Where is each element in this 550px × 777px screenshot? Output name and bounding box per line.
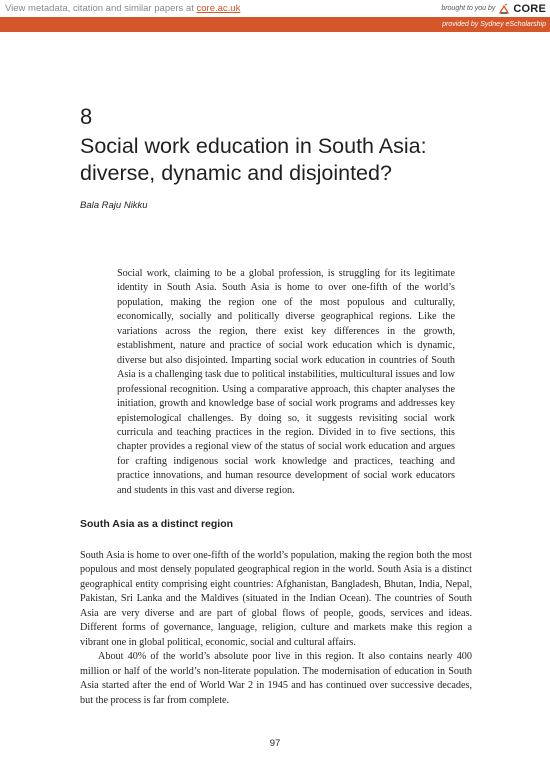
core-logo-icon (498, 3, 510, 15)
core-metadata-link[interactable] (5, 3, 240, 14)
core-banner (0, 0, 550, 32)
core-link-prefix: View metadata, citation and similar papers at (5, 3, 197, 14)
chapter-title-line-2: diverse, dynamic and disjointed? (80, 161, 392, 185)
core-provided-bar (0, 17, 550, 32)
core-provided-by[interactable]: provided by Sydney eScholarship (442, 21, 546, 28)
section-body (80, 549, 472, 708)
chapter-abstract: Social work, claiming to be a global profession, is struggling for its legitimate identity in South Asia. South Asia is home to over one-fifth of the world’s population, making the region one of the most populous and culturally, economically, socially and politically diverse geographical regions. Like the variations across the region, there exist key differences in the growth, establishment, nature and practice of social work education which is dynamic, diverse but also disjointed. Imparting social work education in countries of South Asia is a challenging task due to political instabilities, multicultural issues and low professional recognition. Using a comparative approach, this chapter analyses the initiation, growth and knowledge base of social work programs and addresses key epistemological challenges. By doing so, it suggests revisiting social work curricula and teaching practices in the region. Divided in to five sections, this chapter provides a regional view of the status of social work education and argues for crafting indigenous social work knowledge and practices, teaching and practice innovations, and human resource development of social work educators and students in this vast and diverse region. (117, 268, 455, 496)
section-heading: South Asia as a distinct region (80, 518, 234, 530)
body-paragraph-2: About 40% of the world’s absolute poor live in this region. It also contains nearly 400 million or half of the world’s non-literate population. The modernisation of education in South Asia started after the end of World War 2 in 1945 and has continued over successive decades, but the process is far from complete. (80, 651, 472, 706)
chapter-number: 8 (80, 104, 93, 129)
chapter-author: Bala Raju Nikku (80, 200, 148, 211)
core-banner-top (0, 0, 550, 17)
core-brought-by: brought to you by (441, 5, 496, 12)
core-logo-text: CORE (513, 2, 546, 15)
page-number: 97 (269, 738, 281, 749)
body-paragraph-1: South Asia is home to over one-fifth of the world’s population, making the region both the most populous and most densely populated geographical region in the world. South Asia is a distinct geographical entity comprising eight countries: Afghanistan, Bangladesh, Bhutan, India, Nepal, Pakistan, Sri Lanka and the Maldives (situated in the Indian Ocean). The countries of South Asia are very diverse and are part of global flows of people, goods, services and ideas. Different forms of governance, language, religion, culture and markets make this region a vibrant one in global political, economic, social and cultural affairs. (80, 550, 472, 648)
core-link-site[interactable]: core.ac.uk (196, 3, 241, 14)
chapter-title-line-1: Social work education in South Asia: (80, 134, 427, 158)
chapter-title (80, 133, 500, 187)
core-branding[interactable] (441, 3, 546, 15)
